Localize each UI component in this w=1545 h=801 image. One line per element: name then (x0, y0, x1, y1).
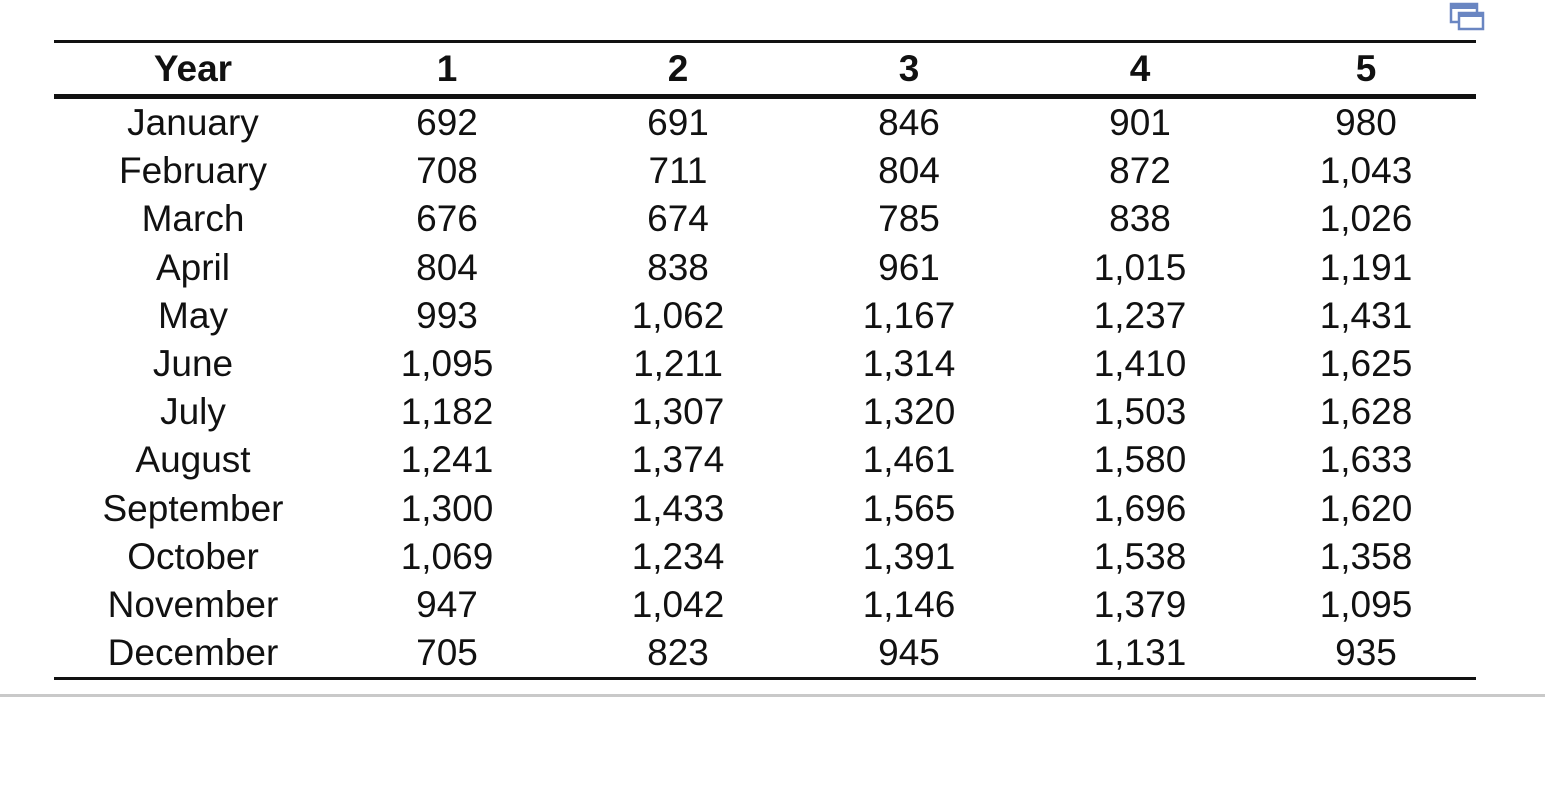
value-cell: 1,503 (1093, 391, 1187, 433)
value-cell: 1,633 (1319, 439, 1413, 481)
value-cell: 980 (1335, 102, 1397, 144)
value-cell: 1,043 (1319, 150, 1413, 192)
value-cell: 1,580 (1093, 439, 1187, 481)
column-header-3: 3 (898, 47, 920, 89)
value-cell: 901 (1109, 102, 1171, 144)
column-header-year: Year (153, 47, 233, 89)
value-cell: 846 (878, 102, 940, 144)
table-row (54, 97, 1476, 148)
value-cell: 1,358 (1319, 535, 1413, 577)
month-cell: September (102, 487, 284, 529)
table-row (54, 244, 1476, 292)
value-cell: 838 (1109, 198, 1171, 240)
value-cell: 1,628 (1319, 391, 1413, 433)
value-cell: 1,069 (400, 535, 494, 577)
column-header-1: 1 (436, 47, 458, 89)
value-cell: 1,410 (1093, 343, 1187, 385)
month-cell: February (118, 150, 268, 192)
value-cell: 804 (878, 150, 940, 192)
value-cell: 785 (878, 198, 940, 240)
table-row (54, 147, 1476, 195)
month-cell: April (155, 246, 231, 288)
monthly-data-table (54, 40, 1476, 680)
value-cell: 705 (416, 632, 478, 674)
table-row (54, 388, 1476, 436)
value-cell: 872 (1109, 150, 1171, 192)
value-cell: 947 (416, 583, 478, 625)
value-cell: 1,307 (631, 391, 725, 433)
table-header-row (54, 42, 1476, 97)
value-cell: 1,015 (1093, 246, 1187, 288)
column-header-5: 5 (1355, 47, 1377, 89)
value-cell: 1,146 (862, 583, 956, 625)
month-cell: May (158, 294, 228, 336)
value-cell: 1,167 (862, 294, 956, 336)
month-cell: October (127, 535, 259, 577)
value-cell: 676 (416, 198, 478, 240)
table-row (54, 436, 1476, 484)
value-cell: 1,062 (631, 294, 725, 336)
value-cell: 838 (647, 246, 709, 288)
value-cell: 1,131 (1093, 632, 1187, 674)
value-cell: 1,374 (631, 439, 725, 481)
value-cell: 1,431 (1319, 294, 1413, 336)
value-cell: 692 (416, 102, 478, 144)
value-cell: 1,538 (1093, 535, 1187, 577)
value-cell: 993 (416, 294, 478, 336)
table-row (54, 292, 1476, 340)
value-cell: 1,461 (862, 439, 956, 481)
value-cell: 804 (416, 246, 478, 288)
bottom-divider (0, 694, 1545, 697)
table-row (54, 195, 1476, 243)
value-cell: 1,241 (400, 439, 494, 481)
value-cell: 1,379 (1093, 583, 1187, 625)
column-header-4: 4 (1129, 47, 1151, 89)
value-cell: 1,237 (1093, 294, 1187, 336)
table-row (54, 533, 1476, 581)
table-row (54, 629, 1476, 679)
month-cell: March (141, 198, 245, 240)
column-header-2: 2 (667, 47, 689, 89)
value-cell: 1,625 (1319, 343, 1413, 385)
value-cell: 1,026 (1319, 198, 1413, 240)
value-cell: 1,314 (862, 343, 956, 385)
value-cell: 674 (647, 198, 709, 240)
value-cell: 1,042 (631, 583, 725, 625)
table-row (54, 340, 1476, 388)
value-cell: 823 (647, 632, 709, 674)
value-cell: 1,182 (400, 391, 494, 433)
month-cell: December (107, 632, 279, 674)
value-cell: 1,433 (631, 487, 725, 529)
value-cell: 1,234 (631, 535, 725, 577)
value-cell: 1,391 (862, 535, 956, 577)
value-cell: 691 (647, 102, 709, 144)
value-cell: 1,320 (862, 391, 956, 433)
month-cell: November (107, 583, 279, 625)
value-cell: 1,095 (400, 343, 494, 385)
month-cell: July (160, 391, 226, 433)
value-cell: 961 (878, 246, 940, 288)
value-cell: 945 (878, 632, 940, 674)
popout-window-icon[interactable] (1449, 2, 1485, 32)
table-row (54, 485, 1476, 533)
value-cell: 1,300 (400, 487, 494, 529)
table-row (54, 581, 1476, 629)
value-cell: 711 (648, 150, 708, 192)
month-cell: August (135, 439, 251, 481)
value-cell: 1,565 (862, 487, 956, 529)
value-cell: 1,211 (633, 343, 723, 385)
value-cell: 708 (416, 150, 478, 192)
month-cell: January (127, 102, 259, 144)
value-cell: 935 (1335, 632, 1397, 674)
value-cell: 1,696 (1093, 487, 1187, 529)
month-cell: June (152, 343, 234, 385)
value-cell: 1,620 (1319, 487, 1413, 529)
value-cell: 1,191 (1319, 246, 1413, 288)
value-cell: 1,095 (1319, 583, 1413, 625)
